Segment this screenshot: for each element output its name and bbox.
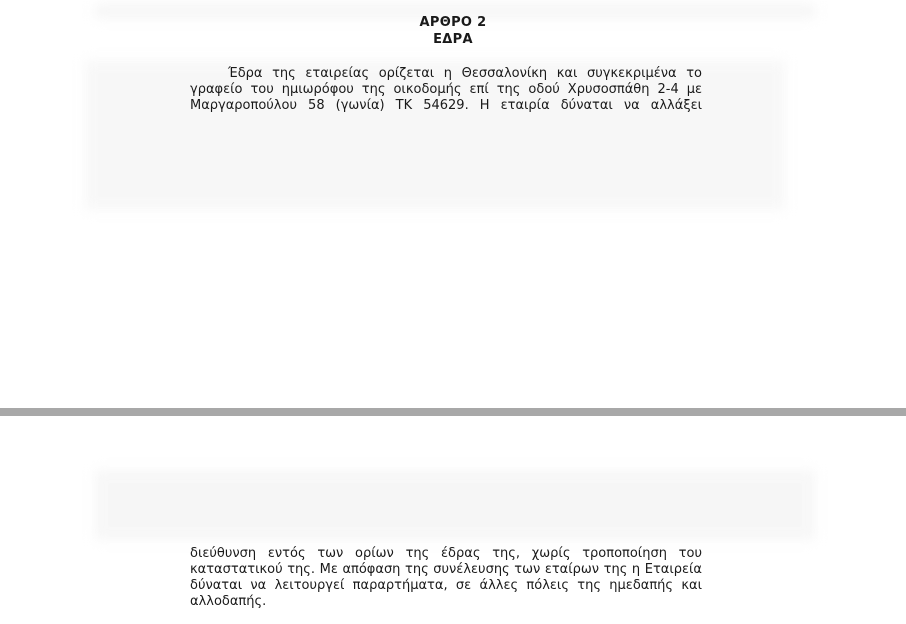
paragraph-top [190, 66, 702, 114]
paragraph-line: Έδρα της εταιρείας ορίζεται η Θεσσαλονίκη και συγκεκριμένα το [228, 66, 702, 81]
paragraph-bottom [190, 546, 702, 610]
paragraph-line: γραφείο του ημιωρόφου της οικοδομής επί της οδού Χρυσοσπάθη 2-4 με [190, 82, 702, 97]
paragraph-line: διεύθυνση εντός των ορίων της έδρας της, χωρίς τροποποίηση του [190, 546, 702, 561]
page-divider [0, 408, 906, 416]
paragraph-line: δύναται να λειτουργεί παραρτήματα, σε άλλες πόλεις της ημεδαπής και [190, 578, 702, 593]
article-title: ΕΔΡΑ [433, 32, 473, 47]
article-number: ΑΡΘΡΟ 2 [419, 15, 487, 30]
paragraph-line: Μαργαροπούλου 58 (γωνία) ΤΚ 54629. Η εταιρία δύναται να αλλάξει [190, 98, 702, 113]
paragraph-line: καταστατικού της. Με απόφαση της συνέλευσης των εταίρων της η Εταιρεία [190, 562, 702, 577]
scan-shadow [95, 470, 815, 540]
paragraph-line: αλλοδαπής. [190, 594, 267, 609]
